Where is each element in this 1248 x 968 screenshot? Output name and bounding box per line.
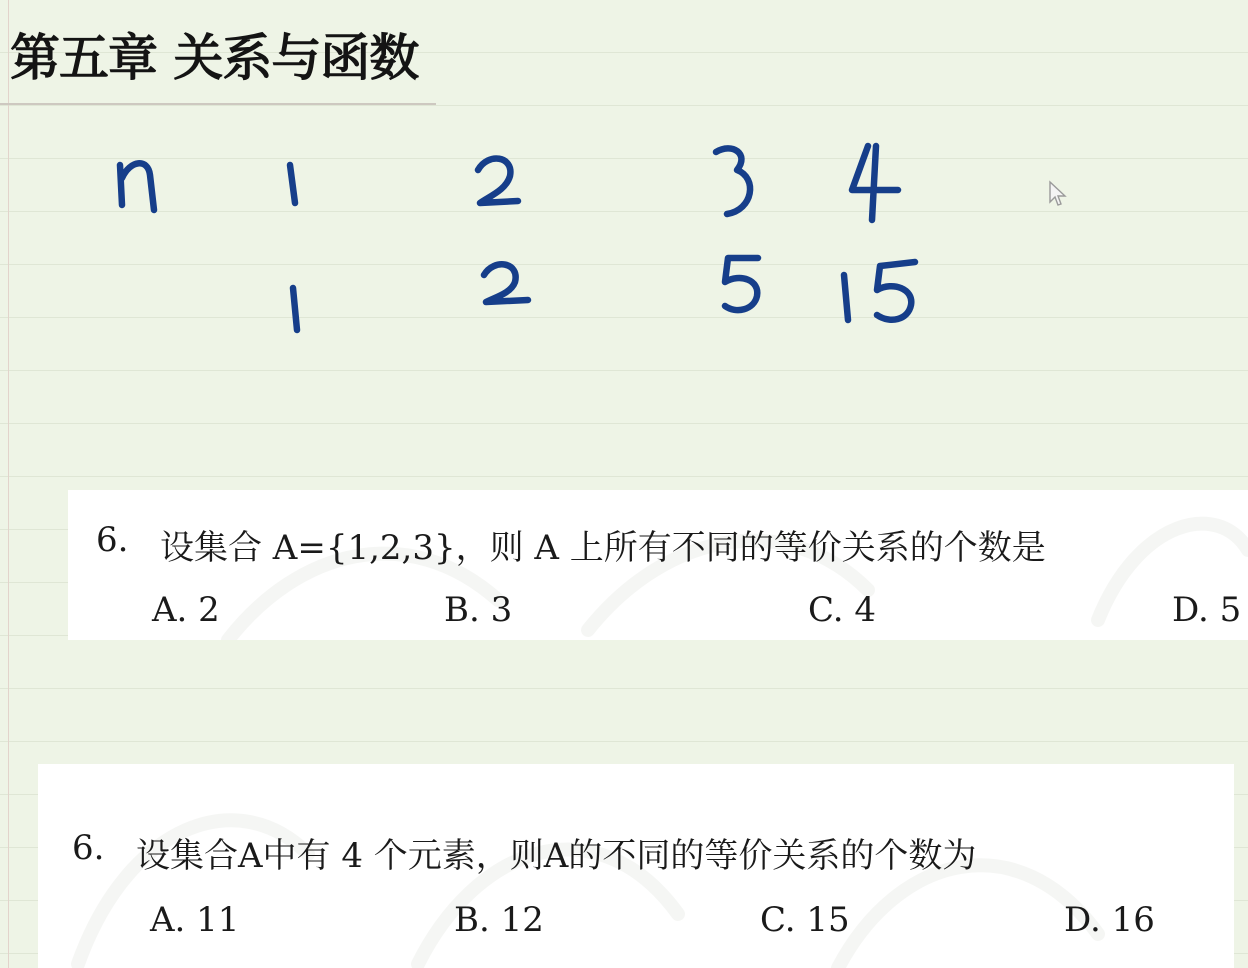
handwritten-n xyxy=(120,163,154,210)
question-card-2 xyxy=(38,764,1234,968)
mouse-cursor-icon xyxy=(1048,180,1068,210)
handwritten-2-top xyxy=(478,159,518,203)
option-c: C. 4 xyxy=(808,590,877,630)
option-b: B. 3 xyxy=(444,590,513,630)
handwritten-3-top xyxy=(716,148,750,214)
option-b: B. 12 xyxy=(454,900,544,940)
option-a: A. 11 xyxy=(150,900,240,940)
handwritten-1-bottom xyxy=(293,288,297,330)
handwriting-canvas xyxy=(0,0,1248,480)
option-d: D. 5 xyxy=(1172,590,1242,630)
handwritten-4-top xyxy=(852,146,898,220)
question-text: 设集合 A={1,2,3}，则 A 上所有不同的等价关系的个数是 xyxy=(160,528,1046,568)
option-a: A. 2 xyxy=(152,590,220,630)
option-c: C. 15 xyxy=(760,900,850,940)
handwritten-1-top xyxy=(290,165,295,203)
option-d: D. 16 xyxy=(1064,900,1155,940)
question-number: 6. xyxy=(96,520,129,560)
handwritten-2-bottom xyxy=(484,264,528,302)
page-title: 第五章 关系与函数 xyxy=(10,29,419,87)
handwritten-15-bottom xyxy=(844,262,915,320)
handwritten-5-bottom xyxy=(725,258,758,310)
question-card-1 xyxy=(68,490,1248,640)
question-number: 6. xyxy=(72,828,105,868)
question-text: 设集合A中有 4 个元素，则A的不同的等价关系的个数为 xyxy=(136,836,977,876)
